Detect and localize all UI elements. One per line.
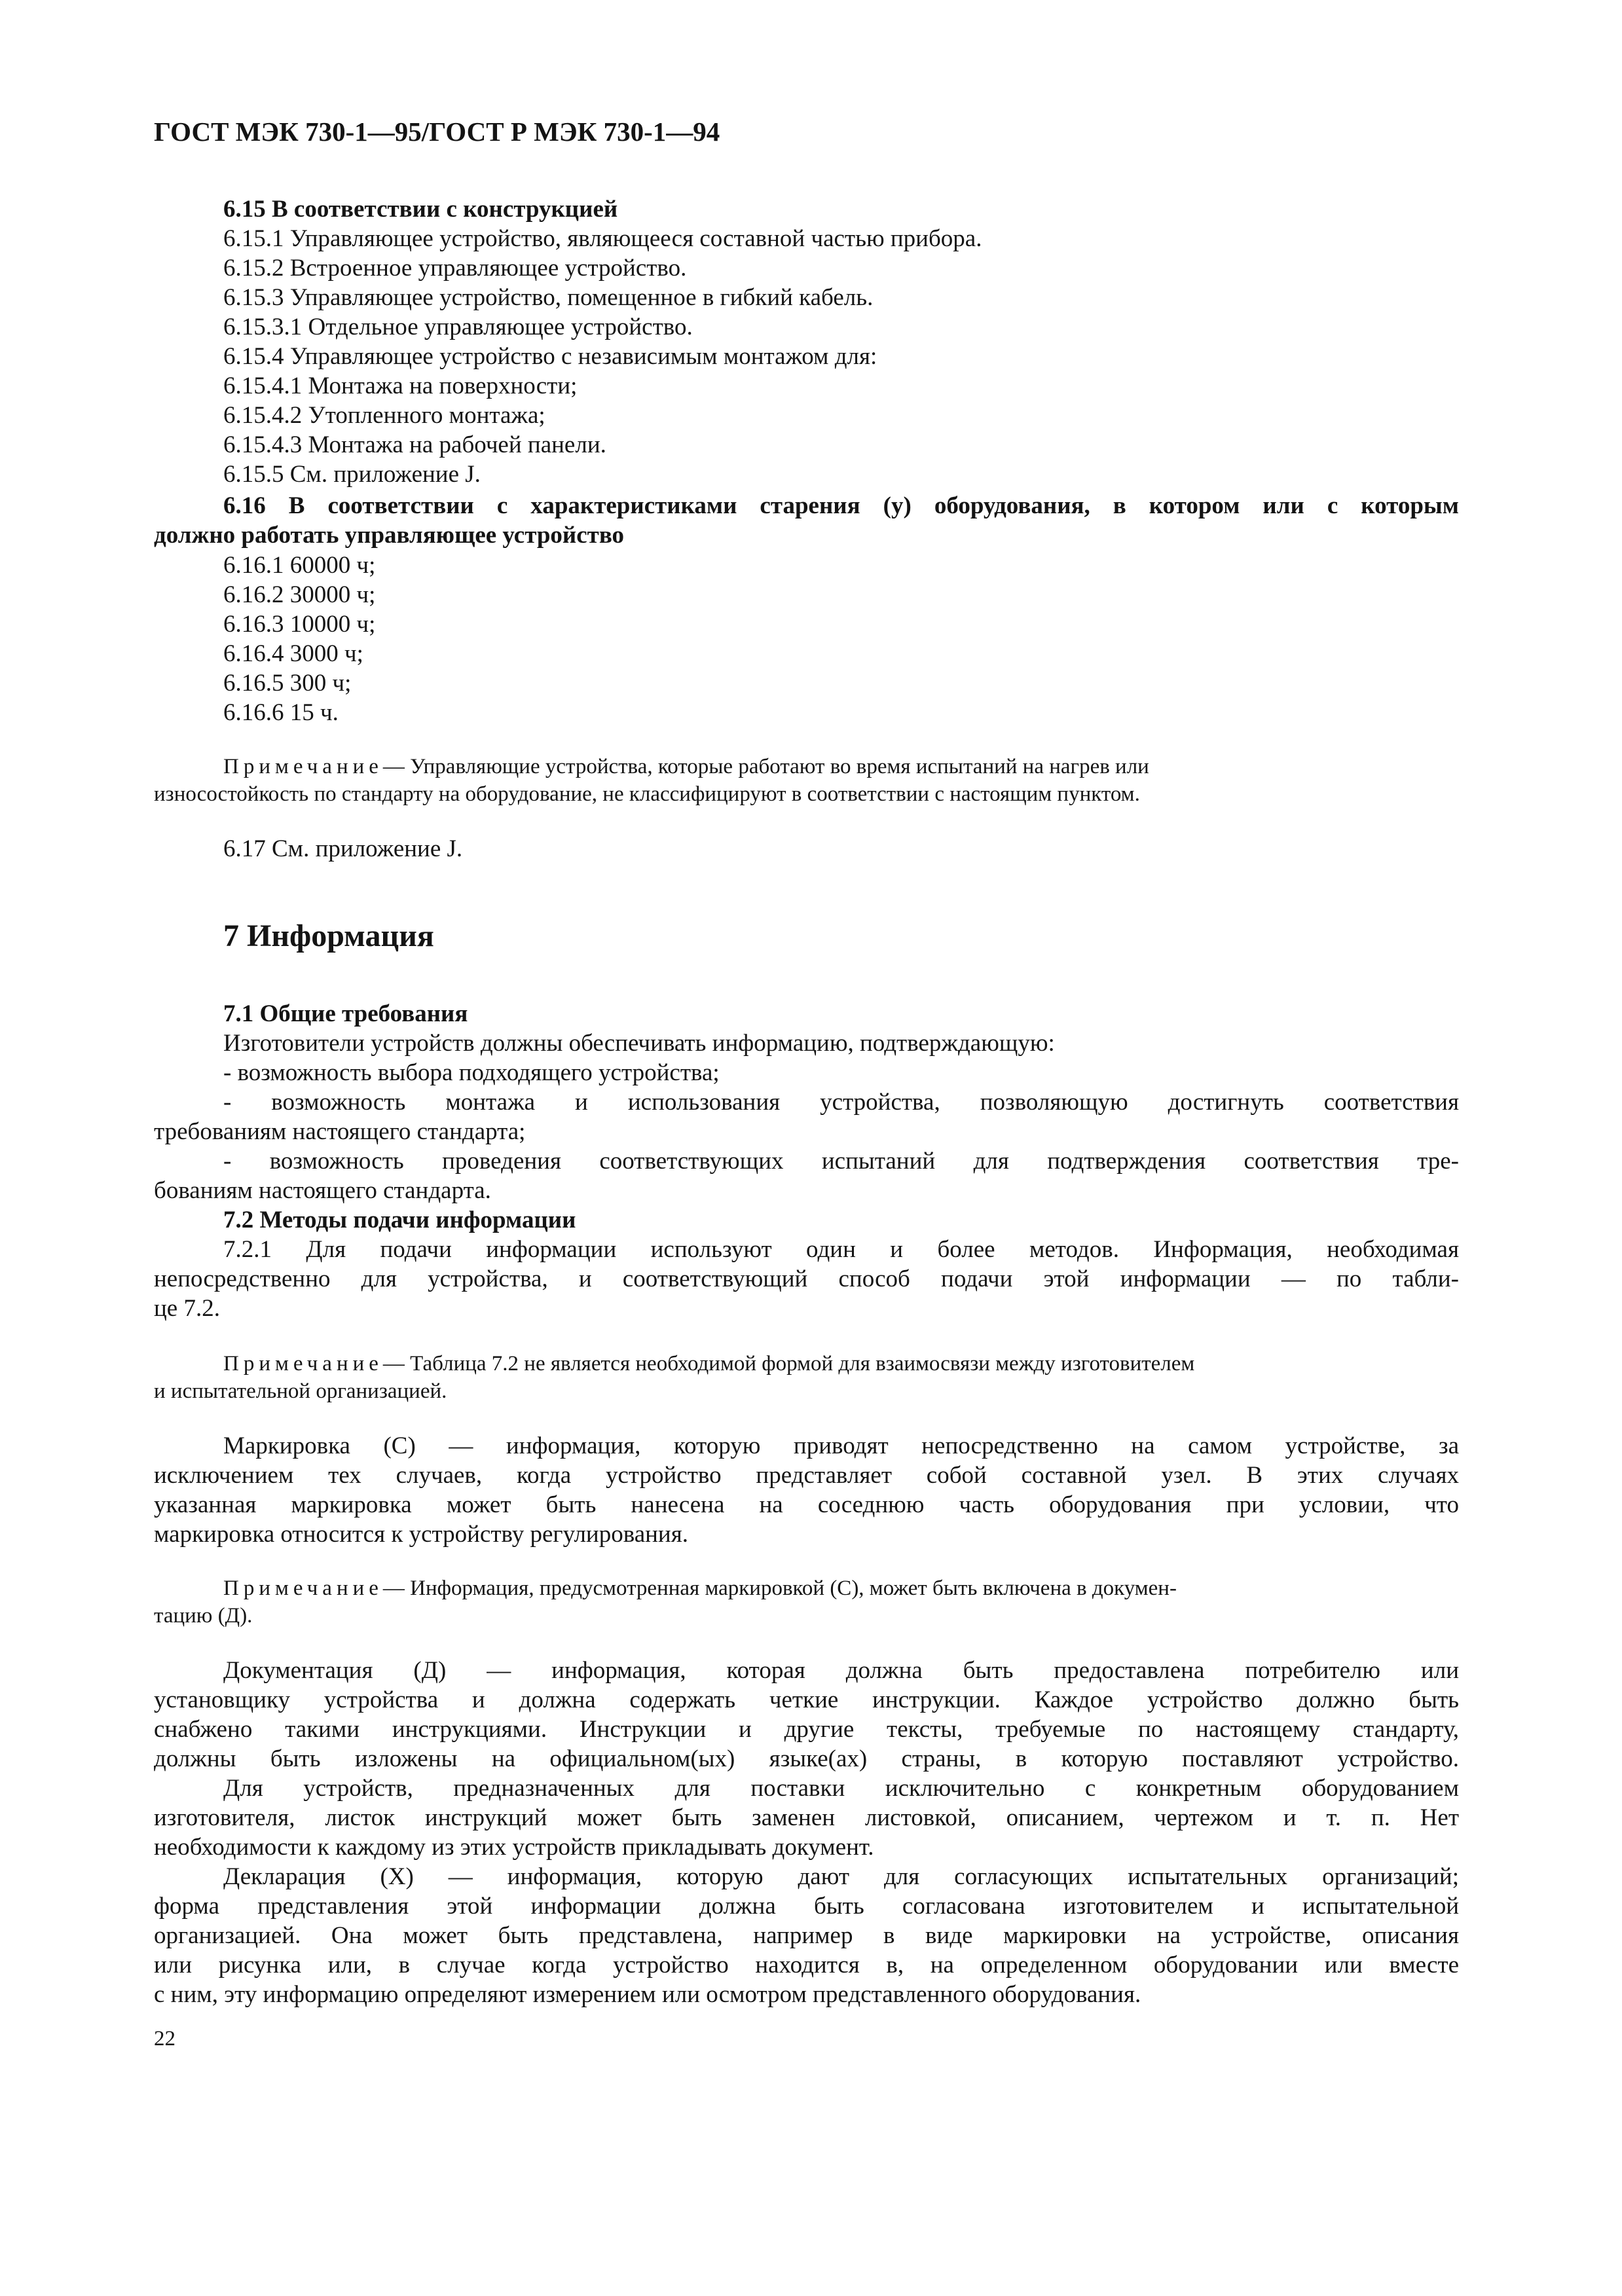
note-label: Примечание (223, 1352, 383, 1376)
paragraph-line: требованиям настоящего стандарта; (154, 1118, 526, 1145)
paragraph-line: Документация (Д) — информация, которая должна быть предоставлена потребителю или (223, 1657, 1459, 1684)
document-header: ГОСТ МЭК 730-1—95/ГОСТ Р МЭК 730-1—94 (154, 117, 720, 147)
section-7-2-title: 7.2 Методы подачи информации (223, 1207, 576, 1233)
section-6-15-title: 6.15 В соответствии с конструкцией (223, 196, 618, 223)
list-item: 6.16.1 60000 ч; (223, 552, 376, 579)
section-6-16-title-cont: должно работать управляющее устройство (154, 522, 625, 549)
note-marking-cont: тацию (Д). (154, 1604, 253, 1628)
paragraph-line: организацией. Она может быть представлена, например в виде маркировки на устройстве, описания (154, 1922, 1459, 1949)
list-item: 6.16.2 30000 ч; (223, 581, 376, 608)
paragraph-line: или рисунка или, в случае когда устройство находится в, на определенном оборудовании или вместе (154, 1952, 1459, 1978)
paragraph-line: Декларация (Х) — информация, которую дают для согласующих испытательных организаций; (223, 1863, 1459, 1890)
paragraph-line: - возможность проведения соответствующих испытаний для подтверждения соответствия тре- (223, 1148, 1459, 1175)
list-item: 6.16.3 10000 ч; (223, 611, 376, 638)
note-7-2-cont: и испытательной организацией. (154, 1379, 447, 1403)
paragraph-line: Маркировка (С) — информация, которую приводят непосредственно на самом устройстве, за (223, 1432, 1459, 1459)
list-item: 6.15.4 Управляющее устройство с независимым монтажом для: (223, 343, 877, 370)
note-text: — Таблица 7.2 не является необходимой формой для взаимосвязи между изготовителем (382, 1352, 1195, 1376)
list-item: 6.15.4.3 Монтажа на рабочей панели. (223, 431, 606, 458)
list-item: 6.15.2 Встроенное управляющее устройство. (223, 255, 687, 282)
paragraph-line: необходимости к каждому из этих устройств прикладывать документ. (154, 1834, 874, 1861)
list-item: 6.15.3.1 Отдельное управляющее устройство. (223, 314, 693, 340)
note-text: — Информация, предусмотренная маркировкой (С), может быть включена в докумен- (382, 1576, 1177, 1600)
paragraph-line: снабжено такими инструкциями. Инструкции и другие тексты, требуемые по настоящему стандарту, (154, 1716, 1459, 1743)
note-6-16 (223, 753, 1149, 780)
list-item: 6.16.4 3000 ч; (223, 640, 363, 667)
note-marking (223, 1575, 1177, 1602)
list-item: 6.15.5 См. приложение J. (223, 461, 481, 488)
note-label: Примечание (223, 1576, 383, 1600)
paragraph-line: форма представления этой информации должна быть согласована изготовителем и испытательной (154, 1893, 1459, 1920)
list-item: 6.16.5 300 ч; (223, 670, 352, 697)
section-7-1-title: 7.1 Общие требования (223, 1000, 468, 1027)
paragraph-line: Для устройств, предназначенных для поставки исключительно с конкретным оборудованием (223, 1775, 1459, 1802)
paragraph-line: с ним, эту информацию определяют измерением или осмотром представленного оборудования. (154, 1981, 1141, 2008)
list-item: 6.15.3 Управляющее устройство, помещенное в гибкий кабель. (223, 284, 874, 311)
paragraph-line: изготовителя, листок инструкций может быть заменен листовкой, описанием, чертежом и т. п. Нет (154, 1804, 1459, 1831)
section-6-16-title: 6.16 В соответствии с характеристиками старения (у) оборудования, в котором или с которым (223, 492, 1459, 519)
list-item: 6.16.6 15 ч. (223, 699, 339, 726)
paragraph-line: должны быть изложены на официальном(ых) языке(ах) страны, в которую поставляют устройство. (154, 1745, 1459, 1772)
paragraph-line: маркировка относится к устройству регулирования. (154, 1521, 688, 1548)
note-7-2 (223, 1350, 1194, 1377)
paragraph-line: бованиям настоящего стандарта. (154, 1177, 491, 1204)
page-number: 22 (154, 2027, 175, 2050)
list-item: 6.15.4.2 Утопленного монтажа; (223, 402, 545, 429)
list-item: 6.15.4.1 Монтажа на поверхности; (223, 373, 578, 399)
paragraph-line: це 7.2. (154, 1295, 220, 1322)
note-6-16-cont: износостойкость по стандарту на оборудование, не классифицируют в соответствии с настоящим пунктом. (154, 782, 1140, 806)
paragraph-line: исключением тех случаев, когда устройство представляет собой составной узел. В этих случаях (154, 1462, 1459, 1489)
note-text: — Управляющие устройства, которые работают во время испытаний на нагрев или (382, 755, 1149, 778)
paragraph-line: непосредственно для устройства, и соответствующий способ подачи этой информации — по табли- (154, 1266, 1459, 1292)
list-item: 6.15.1 Управляющее устройство, являющееся составной частью прибора. (223, 225, 982, 252)
paragraph-line: - возможность монтажа и использования устройства, позволяющую достигнуть соответствия (223, 1089, 1459, 1116)
section-6-17: 6.17 См. приложение J. (223, 835, 463, 862)
paragraph-line: указанная маркировка может быть нанесена на соседнюю часть оборудования при условии, что (154, 1491, 1459, 1518)
paragraph-line: Изготовители устройств должны обеспечивать информацию, подтверждающую: (223, 1030, 1055, 1057)
section-7-heading: 7 Информация (223, 919, 434, 953)
paragraph-line: - возможность выбора подходящего устройства; (223, 1059, 720, 1086)
note-label: Примечание (223, 755, 383, 778)
paragraph-line: 7.2.1 Для подачи информации используют один и более методов. Информация, необходимая (223, 1236, 1459, 1263)
paragraph-line: установщику устройства и должна содержать четкие инструкции. Каждое устройство должно быть (154, 1686, 1459, 1713)
